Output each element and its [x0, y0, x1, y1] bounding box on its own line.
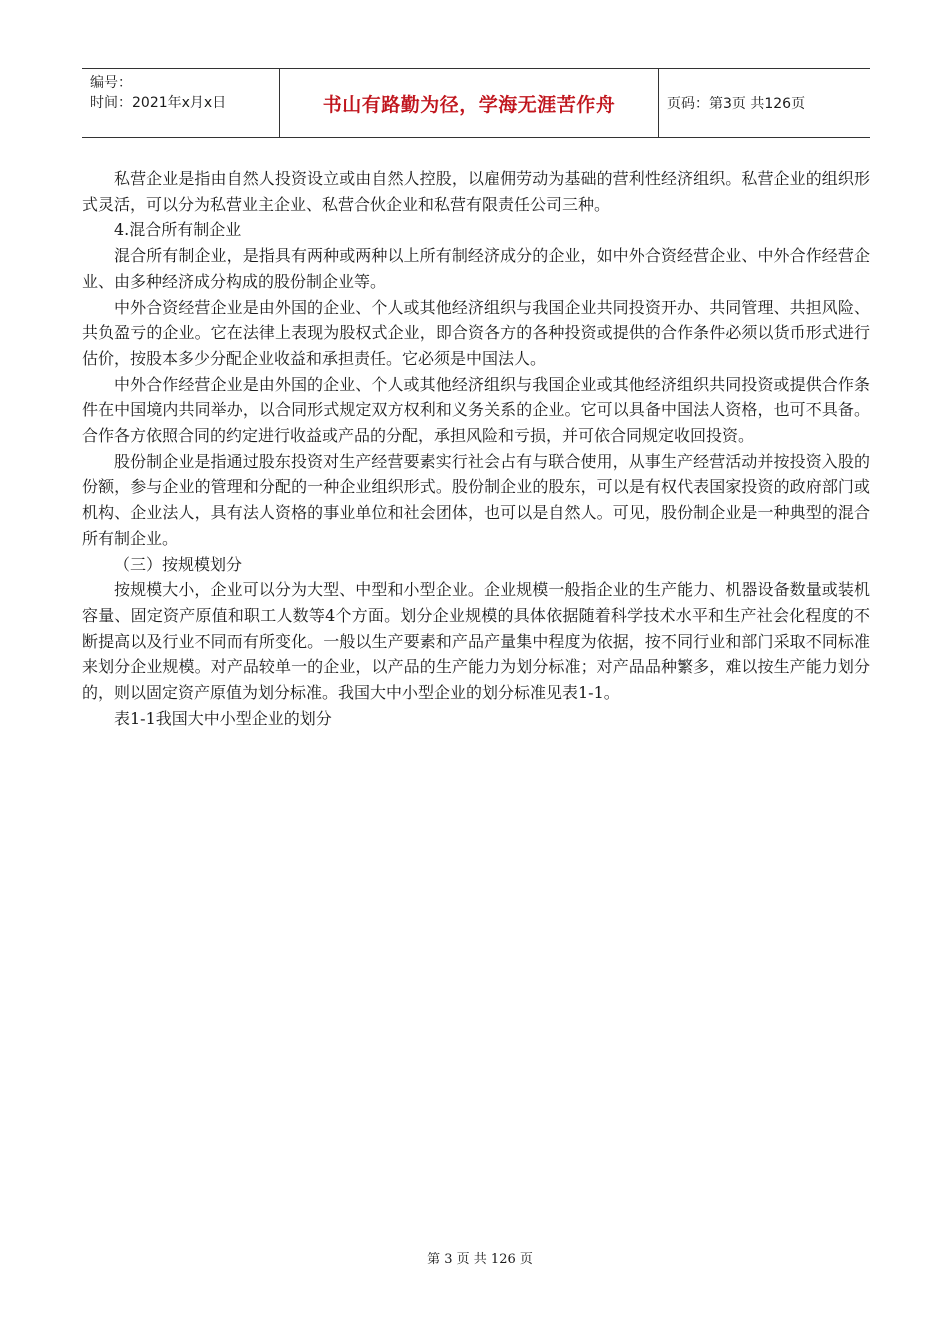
heading-mixed-ownership: 4.混合所有制企业	[114, 220, 242, 240]
table-caption: 表1-1我国大中小型企业的划分	[114, 708, 332, 728]
paragraph-joint-venture: 中外合资经营企业是由外国的企业、个人或其他经济组织与我国企业共同投资开办、共同管理、共担风险、共负盈亏的企业。它在法律上表现为股权式企业，即合资各方的各种投资或提供的合作条件必须以货币形式进行估价，按股本多少分配企业收益和承担责任。它必须是中国法人。	[82, 297, 870, 368]
date-line: 时间：2021年x月x日	[90, 95, 227, 111]
paragraph-private-enterprise: 私营企业是指由自然人投资设立或由自然人控股，以雇佣劳动为基础的营利性经济组织。私营企业的组织形式灵活，可以分为私营业主企业、私营合伙企业和私营有限责任公司三种。	[82, 169, 870, 214]
header-motto: 书山有路勤为径，学海无涯苦作舟	[280, 69, 659, 137]
footer-page-number: 第 3 页 共 126 页	[427, 1252, 533, 1267]
page-header	[82, 68, 870, 138]
paragraph-scale: 按规模大小，企业可以分为大型、中型和小型企业。企业规模一般指企业的生产能力、机器设备数量或装机容量、固定资产原值和职工人数等4个方面。划分企业规模的具体依据随着科学技术水平和生产社会化程度的不断提高以及行业不同而有所变化。一般以生产要素和产品产量集中程度为依据，按不同行业和部门采取不同标准来划分企业规模。对产品较单一的企业，以产品的生产能力为划分标准；对产品品种繁多，难以按生产能力划分的，则以固定资产原值为划分标准。我国大中小型企业的划分标准见表1-1。	[82, 580, 870, 703]
paragraph-mixed-ownership: 混合所有制企业，是指具有两种或两种以上所有制经济成分的企业，如中外合资经营企业、中外合作经营企业、由多种经济成分构成的股份制企业等。	[82, 246, 870, 291]
heading-by-scale: （三）按规模划分	[114, 554, 243, 574]
serial-number-label: 编号：	[90, 75, 132, 91]
paragraph-cooperative-venture: 中外合作经营企业是由外国的企业、个人或其他经济组织与我国企业或其他经济组织共同投资或提供合作条件在中国境内共同举办，以合同形式规定双方权利和义务关系的企业。它可以具备中国法人资格，也可不具备。合作各方依照合同的约定进行收益或产品的分配，承担风险和亏损，并可依合同规定收回投资。	[82, 374, 870, 446]
paragraph-joint-stock: 股份制企业是指通过股东投资对生产经营要素实行社会占有与联合使用，从事生产经营活动并按投资入股的份额，参与企业的管理和分配的一种企业组织形式。股份制企业的股东，可以是有权代表国家投资的政府部门或机构、企业法人，具有法人资格的事业单位和社会团体，也可以是自然人。可见，股份制企业是一种典型的混合所有制企业。	[82, 451, 870, 548]
page-footer	[0, 1248, 950, 1267]
header-page-info: 页码：第3页 共126页	[667, 96, 806, 112]
header-meta	[82, 69, 280, 137]
document-body	[82, 166, 870, 731]
